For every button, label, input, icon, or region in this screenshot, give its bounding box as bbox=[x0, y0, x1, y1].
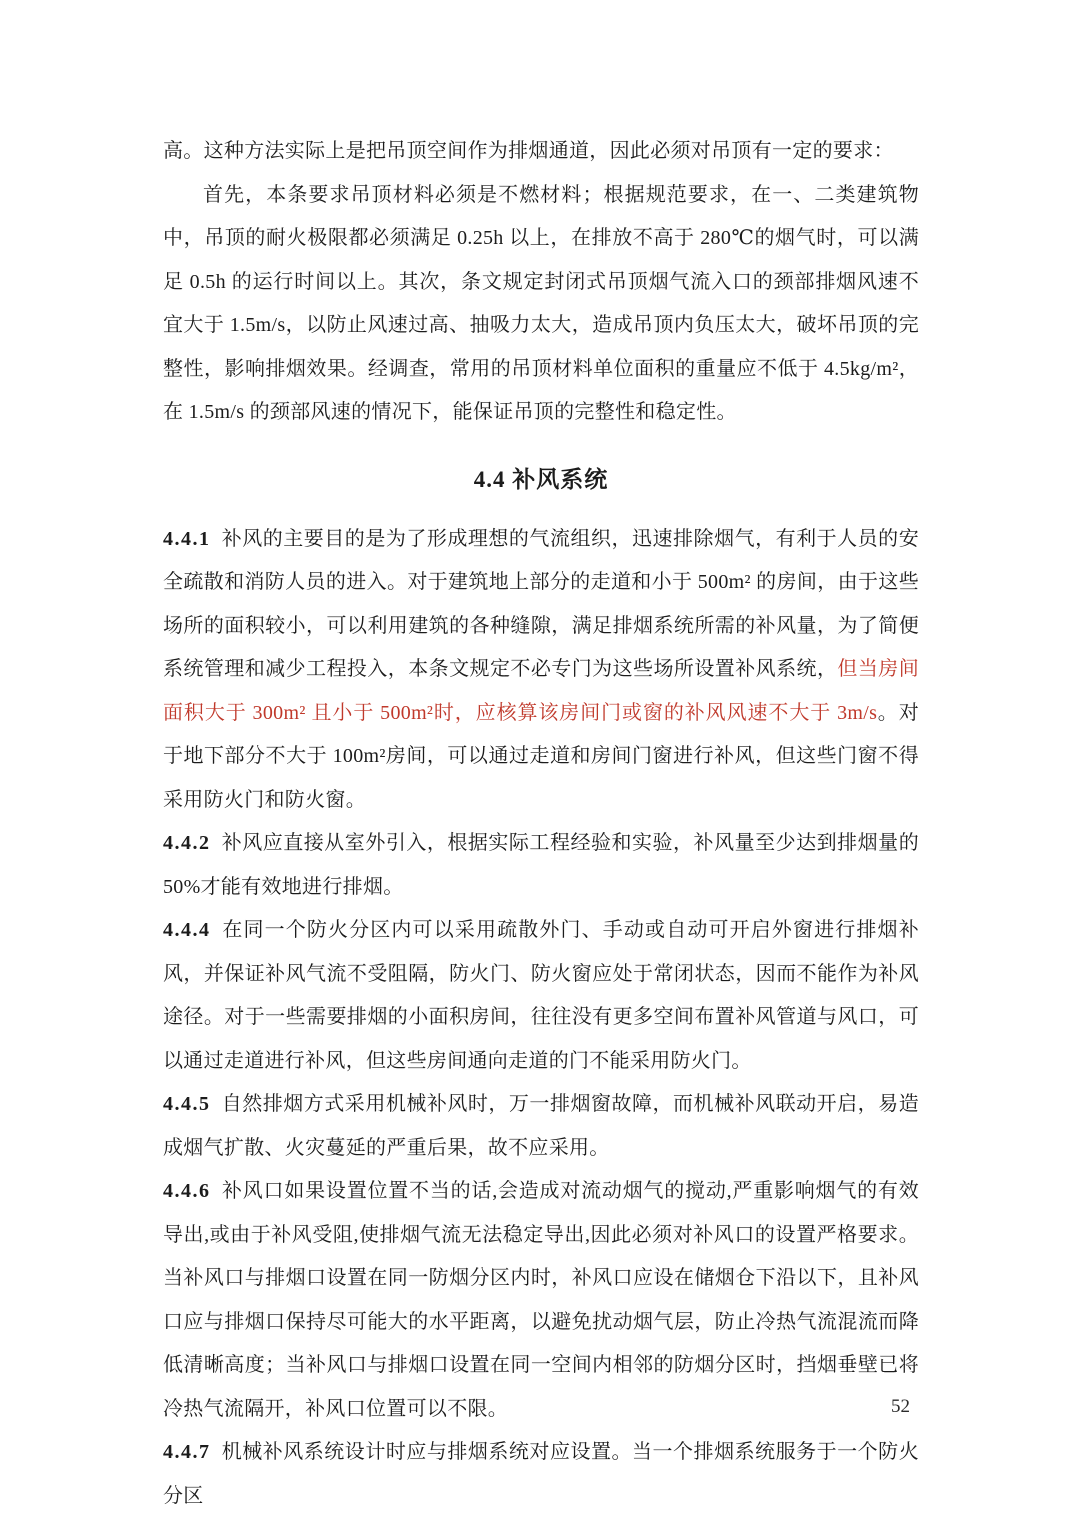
clause-4.4.4 bbox=[163, 909, 919, 1083]
clause-4.4.2 bbox=[163, 822, 919, 909]
clause-paragraphs bbox=[163, 518, 919, 1519]
clause-4.4.6 bbox=[163, 1170, 919, 1431]
paragraph bbox=[163, 130, 919, 174]
body-text: 补风的主要目的是为了形成理想的气流组织，迅速排除烟气，有利于人员的安全疏散和消防人员的进入。对于建筑地上部分的走道和小于 500m² 的房间，由于这些场所的面积较小，可以利用建筑的各种缝隙，满足排烟系统所需的补风量，为了简便系统管理和减少工程投入，本条文规定不必专门为这些场所设置补风系统， bbox=[163, 527, 919, 680]
clause-4.4.1 bbox=[163, 518, 919, 823]
clause-number: 4.4.4 bbox=[163, 919, 211, 941]
clause-number: 4.4.1 bbox=[163, 527, 211, 550]
intro-paragraphs bbox=[163, 130, 919, 435]
emphasis-text: 但当房间面积大于 300m² 且小于 500m²时，应核算该房间门或窗的补风风速不大于 3m/s bbox=[163, 658, 919, 724]
body-text: 机械补风系统设计时应与排烟系统对应设置。当一个排烟系统服务于一个防火分区 bbox=[163, 1441, 919, 1507]
body-text: 首先，本条要求吊顶材料必须是不燃材料；根据规范要求，在一、二类建筑物中，吊顶的耐火极限都必须满足 0.25h 以上，在排放不高于 280℃的烟气时，可以满足 0.5h 的运行时间以上。其次，条文规定封闭式吊顶烟气流入口的颈部排烟风速不宜大于 1.5m/s，以防止风速过高、抽吸力太大，造成吊顶内负压太大，破坏吊顶的完整性，影响排烟效果。经调查，常用的吊顶材料单位面积的重量应不低于 4.5kg/m²，在 1.5m/s 的颈部风速的情况下，能保证吊顶的完整性和稳定性。 bbox=[163, 183, 919, 423]
body-text: 补风应直接从室外引入，根据实际工程经验和实验，补风量至少达到排烟量的 50%才能有效地进行排烟。 bbox=[163, 832, 919, 898]
body-text: 自然排烟方式采用机械补风时，万一排烟窗故障，而机械补风联动开启，易造成烟气扩散、火灾蔓延的严重后果，故不应采用。 bbox=[163, 1093, 919, 1159]
section-heading: 4.4 补风系统 bbox=[473, 466, 609, 492]
page-number: 52 bbox=[891, 1396, 910, 1417]
clause-4.4.7 bbox=[163, 1431, 919, 1518]
clause-4.4.5 bbox=[163, 1083, 919, 1170]
clause-number: 4.4.2 bbox=[163, 832, 211, 854]
clause-number: 4.4.5 bbox=[163, 1093, 211, 1115]
body-text: 。对于地下部分不大于 100m²房间，可以通过走道和房间门窗进行补风，但这些门窗不得采用防火门和防火窗。 bbox=[163, 701, 919, 811]
paragraph bbox=[163, 174, 919, 435]
clause-number: 4.4.6 bbox=[163, 1180, 211, 1202]
clause-number: 4.4.7 bbox=[163, 1441, 211, 1463]
body-text: 补风口如果设置位置不当的话,会造成对流动烟气的搅动,严重影响烟气的有效导出,或由于补风受阻,使排烟气流无法稳定导出,因此必须对补风口的设置严格要求。当补风口与排烟口设置在同一防烟分区内时，补风口应设在储烟仓下沿以下，且补风口应与排烟口保持尽可能大的水平距离，以避免扰动烟气层，防止冷热气流混流而降低清晰高度；当补风口与排烟口设置在同一空间内相邻的防烟分区时，挡烟垂壁已将冷热气流隔开，补风口位置可以不限。 bbox=[163, 1180, 919, 1420]
page-content bbox=[163, 130, 919, 1518]
body-text: 高。这种方法实际上是把吊顶空间作为排烟通道，因此必须对吊顶有一定的要求： bbox=[163, 140, 894, 162]
body-text: 在同一个防火分区内可以采用疏散外门、手动或自动可开启外窗进行排烟补风，并保证补风气流不受阻隔，防火门、防火窗应处于常闭状态，因而不能作为补风途径。对于一些需要排烟的小面积房间，往往没有更多空间布置补风管道与风口，可以通过走道进行补风，但这些房间通向走道的门不能采用防火门。 bbox=[163, 919, 919, 1072]
